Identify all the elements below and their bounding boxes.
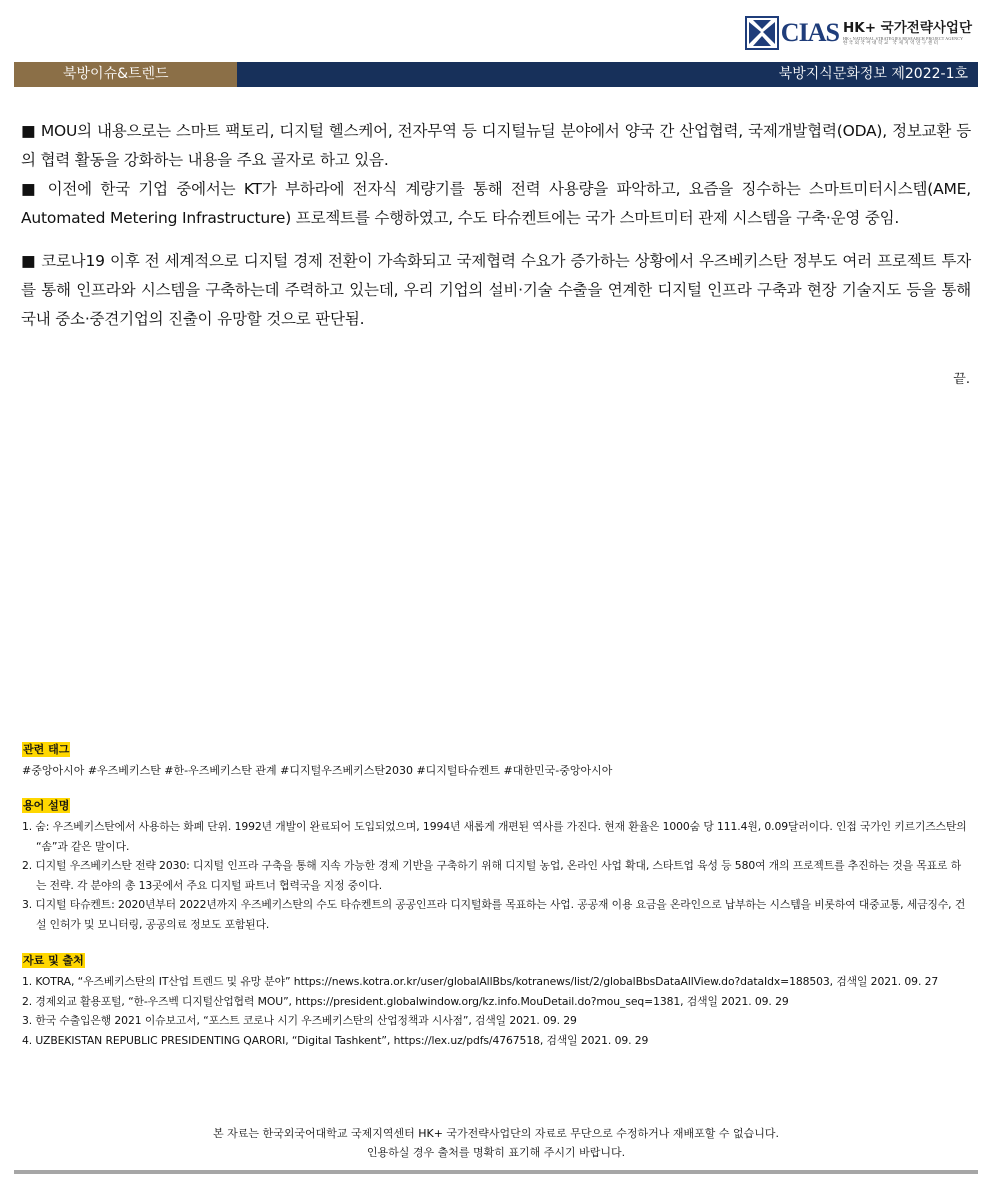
- paragraph-mou: ■ MOU의 내용으로는 스마트 팩토리, 디지털 헬스케어, 전자무역 등 디지털뉴딜 분야에서 양국 간 산업협력, 국제개발협력(ODA), 정보교환 등의 협력 활동을 강화하는 내용을 주요 골자로 하고 있음.: [21, 122, 971, 169]
- main-body: [21, 117, 971, 334]
- section-label: 북방이슈&트렌드: [14, 62, 237, 87]
- logo-kr-name: HK+ 국가전략사업단: [842, 19, 972, 36]
- reference-item: 1. KOTRA, “우즈베키스탄의 IT산업 트렌드 및 유망 분야” https://news.kotra.or.kr/user/globalAllBbs/kotranews/list/2/globalBbsDataAllView.do?dataIdx=188503, 검색일 2021. 09. 27: [22, 975, 939, 988]
- footer-line-2: 인용하실 경우 출처를 명확히 표기해 주시기 바랍니다.: [366, 1146, 626, 1159]
- reference-item: 2. 경제외교 활용포털, “한-우즈벡 디지털산업협력 MOU”, https://president.globalwindow.org/kz.info.MouDetail.do?mou_seq=1381, 검색일 2021. 09. 29: [22, 994, 789, 1008]
- tags-block: [22, 742, 970, 779]
- glossary-block: [22, 798, 970, 934]
- header-banner: [14, 62, 978, 87]
- references-title: 자료 및 출처: [23, 954, 84, 967]
- references-block: [22, 953, 970, 1050]
- notes-section: [22, 742, 970, 1050]
- tags-list: #중앙아시아 #우즈베키스탄 #한-우즈베키스탄 관계 #디지털우즈베키스탄2030 #디지털타슈켄트 #대한민국-중앙아시아: [22, 764, 613, 777]
- reference-item: 3. 한국 수출입은행 2021 이슈보고서, “포스트 코로나 시기 우즈베키스탄의 산업정책과 시사점”, 검색일 2021. 09. 29: [22, 1014, 577, 1027]
- footer-divider: [14, 1170, 978, 1174]
- glossary-item: 3. 디지털 타슈켄트: 2020년부터 2022년까지 우즈베키스탄의 수도 타슈켄트의 공공인프라 디지털화를 목표하는 사업. 공공재 이용 요금을 온라인으로 납부하는 시스템을 비롯하여 대중교통, 세금징수, 건설 인허가 및 모니터링, 공공의료 정보도 포함된다.: [22, 898, 966, 931]
- tags-title: 관련 태그: [23, 743, 70, 756]
- glossary-item: 1. 숨: 우즈베키스탄에서 사용하는 화폐 단위. 1992년 개발이 완료되어 도입되었으며, 1994년 새롭게 개편된 역사를 가진다. 현재 환율은 1000숨 당 111.4원, 0.09달러이다. 인접 국가인 키르기즈스탄의 “솜”과 같은 말이다.: [22, 820, 967, 853]
- footer-notice: [0, 1124, 992, 1162]
- cias-emblem-icon: [745, 16, 779, 50]
- glossary-title: 용어 설명: [23, 799, 70, 812]
- issue-number: 북방지식문화정보 제2022-1호: [237, 62, 978, 87]
- reference-item: 4. UZBEKISTAN REPUBLIC PRESIDENTING QARORI, “Digital Tashkent”, https://lex.uz/pdfs/4767518, 검색일 2021. 09. 29: [22, 1033, 649, 1047]
- glossary-list: [22, 817, 970, 934]
- references-list: [22, 972, 970, 1050]
- footer-line-1: 본 자료는 한국외국어대학교 국제지역센터 HK+ 국가전략사업단의 자료로 무단으로 수정하거나 재배포할 수 없습니다.: [212, 1127, 780, 1140]
- logo-sub-en: HK+ NATIONAL STRATEGIES RESEARCH PROJECT AGENCY: [842, 35, 964, 41]
- cias-logo: [745, 14, 972, 52]
- paragraph-kt-project: ■ 이전에 한국 기업 중에서는 KT가 부하라에 전자식 계량기를 통해 전력 사용량을 파악하고, 요즘을 징수하는 스마트미터시스템(AME, Automated Metering Infrastructure) 프로젝트를 수행하였고, 수도 타슈켄트에는 국가 스마트미터 관제 시스템을 구축·운영 중임.: [21, 180, 971, 227]
- paragraph-outlook: ■ 코로나19 이후 전 세계적으로 디지털 경제 전환이 가속화되고 국제협력 수요가 증가하는 상황에서 우즈베키스탄 정부도 여러 프로젝트 투자를 통해 인프라와 시스템을 구축하는데 주력하고 있는데, 우리 기업의 설비·기술 수출을 연계한 디지털 인프라 구축과 현장 기술지도 등을 통해 국내 중소·중견기업의 진출이 유망할 것으로 판단됨.: [21, 252, 971, 328]
- end-mark: 끝.: [953, 372, 970, 387]
- logo-sub-kr: 한국외국어대학교 국제지역연구센터: [842, 40, 940, 46]
- glossary-item: 2. 디지털 우즈베키스탄 전략 2030: 디지털 인프라 구축을 통해 지속 가능한 경제 기반을 구축하기 위해 디지털 농업, 온라인 사업 확대, 스타트업 육성 등 580여 개의 프로젝트를 추진하는 것을 목표로 하는 전략. 각 분야의 총 13곳에서 주요 디지털 파트너 협력국을 지정 중이다.: [22, 859, 962, 892]
- logo-wordmark: CIAS: [780, 18, 839, 47]
